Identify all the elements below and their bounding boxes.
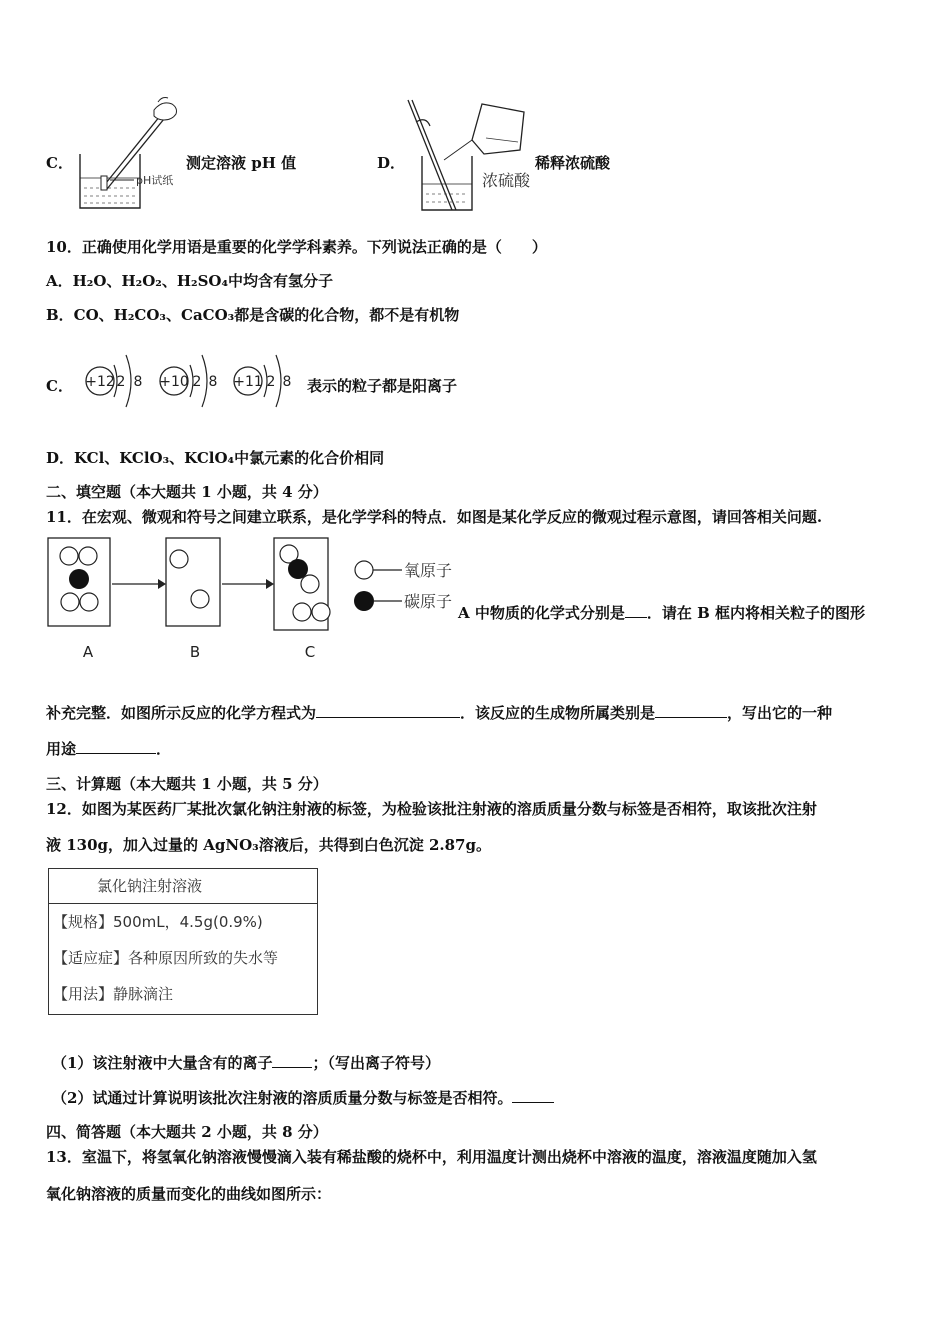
- option-d-text: 稀释浓硫酸: [535, 154, 611, 172]
- ion-structure-diagrams: [80, 343, 306, 425]
- injection-label-title: 氯化钠注射溶液: [49, 869, 317, 904]
- section-3-heading: 三、计算题（本大题共 1 小题，共 5 分）: [46, 775, 328, 793]
- q12-sub1-b: ；（写出离子符号）: [312, 1054, 440, 1072]
- box-a-label: A: [82, 643, 94, 661]
- q11-blank-category[interactable]: [655, 703, 727, 718]
- q12-stem-line2: 液 130g，加入过量的 AgNO₃溶液后，共得到白色沉淀 2.87g。: [46, 836, 491, 854]
- ion2-nucleus: +10: [159, 374, 189, 390]
- box-c-label: C: [304, 643, 316, 661]
- ion1-nucleus: +12: [85, 374, 115, 390]
- ion3-shell2: 8: [282, 374, 292, 390]
- injection-label-indication: 【适应症】各种原因所致的失水等: [53, 949, 279, 967]
- q12-sub2: [52, 1087, 554, 1108]
- ion2-shell1: 2: [192, 374, 202, 390]
- q11-line3: [46, 738, 171, 759]
- q10-stem: 10．正确使用化学用语是重要的化学学科素养。下列说法正确的是（ ）: [46, 238, 547, 256]
- q11-text1-a: A 中物质的化学式分别是: [458, 604, 625, 622]
- q11-line3-a: 用途: [46, 740, 77, 758]
- q12-sub2-text: （2）试通过计算说明该批次注射液的溶质质量分数与标签是否相符。: [52, 1089, 513, 1107]
- ion3-shell1: 2: [266, 374, 276, 390]
- q12-blank-answer[interactable]: [512, 1088, 554, 1103]
- q11-line2-c: ，写出它的一种: [727, 704, 833, 722]
- q11-blank-formula[interactable]: [625, 603, 647, 618]
- injection-label: [48, 868, 318, 1015]
- q11-blank-equation[interactable]: [316, 703, 460, 718]
- ion1-shell1: 2: [116, 374, 126, 390]
- q12-blank-ions[interactable]: [272, 1053, 312, 1068]
- injection-label-usage: 【用法】静脉滴注: [53, 985, 174, 1003]
- ph-test-illustration: [74, 96, 184, 216]
- ph-paper-label: pH试纸: [136, 174, 174, 187]
- ion3-nucleus: +11: [233, 374, 263, 390]
- section-2-heading: 二、填空题（本大题共 1 小题，共 4 分）: [46, 483, 328, 501]
- q11-stem: 11．在宏观、微观和符号之间建立联系，是化学学科的特点．如图是某化学反应的微观过程示意图，请回答相关问题.: [46, 508, 823, 526]
- legend-oxygen: 氧原子: [404, 561, 453, 580]
- q12-stem-line1: 12．如图为某医药厂某批次氯化钠注射液的标签，为检验该批注射液的溶质质量分数与标签是否相符，取该批次注射: [46, 800, 817, 818]
- q11-text1-b: ．请在 B 框内将相关粒子的图形: [646, 604, 865, 622]
- dilute-acid-illustration: [402, 98, 534, 216]
- legend-carbon: 碳原子: [404, 592, 453, 611]
- box-b-label: B: [189, 643, 201, 661]
- injection-label-spec: 【规格】500mL，4.5g(0.9%): [53, 913, 263, 931]
- q13-line2: 氧化钠溶液的质量而变化的曲线如图所示：: [46, 1185, 332, 1203]
- q11-line2-a: 补充完整．如图所示反应的化学方程式为: [46, 704, 317, 722]
- q13-line1: 13．室温下，将氢氧化钠溶液慢慢滴入装有稀盐酸的烧杯中，利用温度计测出烧杯中溶液的温度，溶液温度随加入氢: [46, 1148, 817, 1166]
- carbon-atom-icon: [354, 591, 374, 611]
- q11-line2-b: ．该反应的生成物所属类别是: [460, 704, 656, 722]
- q10-option-c-letter: C．: [46, 377, 73, 395]
- option-d-letter: D．: [377, 154, 406, 172]
- q12-sub1-a: （1）该注射液中大量含有的离子: [52, 1054, 273, 1072]
- q10-option-d: D．KCl、KClO₃、KClO₄中氯元素的化合价相同: [46, 449, 385, 467]
- reaction-micro-diagram: [40, 532, 470, 667]
- q11-line3-b: ．: [156, 740, 172, 758]
- oxygen-atom-icon: [355, 561, 373, 579]
- q10-option-c-text: 表示的粒子都是阳离子: [307, 377, 458, 395]
- ion2-shell2: 8: [208, 374, 218, 390]
- q11-line2: [46, 702, 832, 723]
- option-c-text: 测定溶液 pH 值: [186, 154, 297, 172]
- q12-sub1: [52, 1052, 440, 1073]
- ion1-shell2: 8: [133, 374, 143, 390]
- q11-text1: [458, 602, 865, 623]
- q10-option-b: B．CO、H₂CO₃、CaCO₃都是含碳的化合物，都不是有机物: [46, 306, 460, 324]
- q11-blank-use[interactable]: [76, 739, 156, 754]
- section-4-heading: 四、简答题（本大题共 2 小题，共 8 分）: [46, 1123, 328, 1141]
- q10-option-a: A．H₂O、H₂O₂、H₂SO₄中均含有氢分子: [46, 272, 334, 290]
- option-c-letter: C．: [46, 154, 73, 172]
- concentrated-acid-label: 浓硫酸: [482, 171, 531, 190]
